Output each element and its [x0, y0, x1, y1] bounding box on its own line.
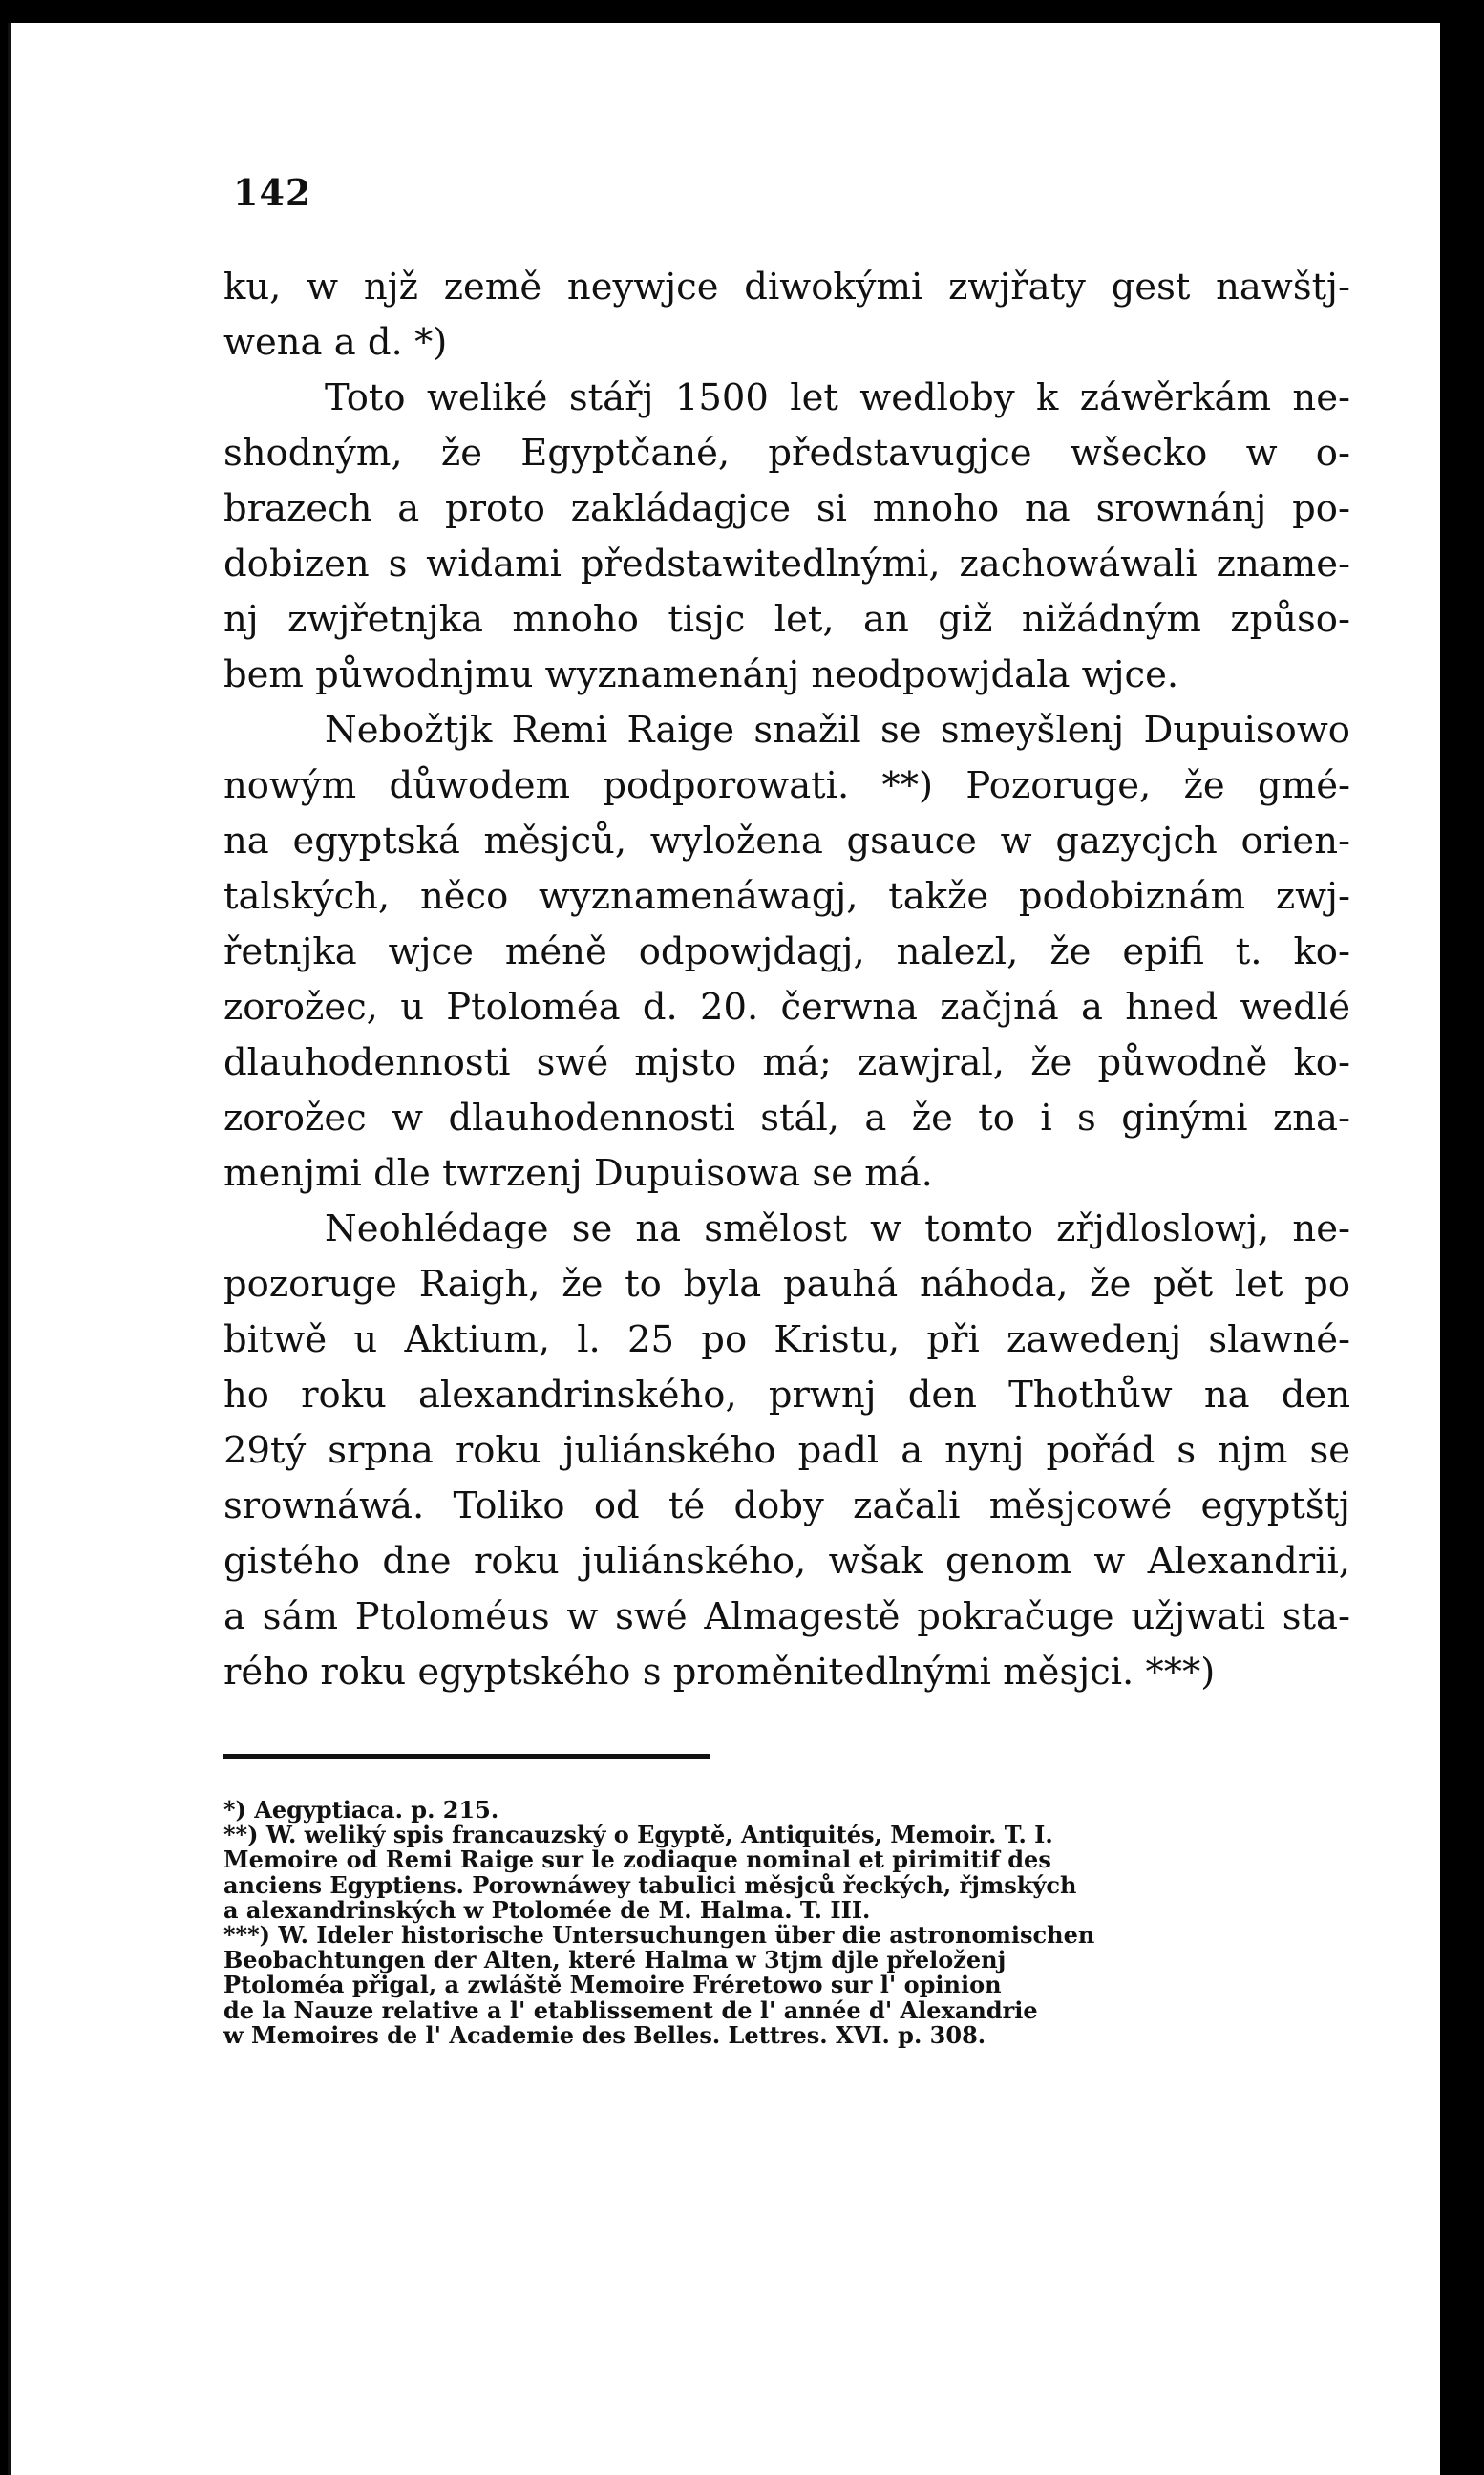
paragraph — [223, 371, 1350, 703]
footnote-line: w Memoires de l' Academie des Belles. Lettres. XVI. p. 308. — [223, 2020, 986, 2049]
footnote-line: Ptoloméa přigal, a zwláště Memoire Fréretowo sur l' opinion — [223, 1971, 1002, 1999]
text-line: 29tý srpna roku juliánského padl a nynj pořád s njm se — [223, 1429, 1350, 1472]
text-line: Neohlédage se na smělost w tomto zřjdloslowj, ne- — [325, 1207, 1350, 1250]
text-line: wena a d. *) — [223, 321, 448, 364]
footnote-line: Beobachtungen der Alten, které Halma w 3tjm djle přeloženj — [223, 1946, 1007, 1974]
text-line: menjmi dle twrzenj Dupuisowa se má. — [223, 1152, 933, 1195]
page-number: 142 — [233, 171, 312, 214]
text-line: rého roku egyptského s proměnitedlnými měsjci. ***) — [223, 1651, 1216, 1694]
text-line: srownáwá. Toliko od té doby začali měsjcowé egyptštj — [223, 1484, 1350, 1527]
text-line: Nebožtjk Remi Raige snažil se smeyšlenj Dupuisowo — [325, 709, 1350, 752]
text-line: řetnjka wjce méně odpowjdagj, nalezl, že epifi t. ko- — [223, 930, 1350, 973]
text-line: ho roku alexandrinského, prwnj den Thothůw na den — [223, 1374, 1350, 1417]
footnote-line: de la Nauze relative a l' etablissement de l' année d' Alexandrie — [223, 1995, 1038, 2024]
book-page — [8, 23, 1440, 2475]
text-line: gistého dne roku juliánského, wšak genom w Alexandrii, — [223, 1540, 1350, 1583]
text-line: ku, w njž země neywjce diwokými zwjřaty gest nawštj- — [223, 266, 1350, 309]
footnote-line: a alexandrinských w Ptolomée de M. Halma. T. III. — [223, 1895, 871, 1924]
text-line: brazech a proto zakládagjce si mnoho na srownánj po- — [223, 487, 1350, 530]
text-line: na egyptská měsjců, wyložena gsauce w gazycjch orien- — [223, 820, 1350, 863]
text-line: a sám Ptoloméus w swé Almagestě pokračuge užjwati sta- — [223, 1595, 1350, 1638]
text-line: nowým důwodem podporowati. **) Pozoruge, že gmé- — [223, 764, 1350, 807]
main-text — [223, 260, 1350, 1700]
text-line: dobizen s widami předstawitedlnými, zachowáwali zname- — [223, 543, 1350, 586]
footnote-divider — [223, 1754, 710, 1759]
paragraph — [223, 703, 1350, 1202]
footnote-line: anciens Egyptiens. Porownáwey tabulici měsjců řeckých, řjmských — [223, 1870, 1077, 1899]
text-line: talských, něco wyznamenáwagj, takže podobiznám zwj- — [223, 875, 1350, 918]
paragraph — [223, 260, 1350, 371]
text-line: bem půwodnjmu wyznamenánj neodpowjdala wjce. — [223, 653, 1179, 696]
text-line: dlauhodennosti swé mjsto má; zawjral, že půwodně ko- — [223, 1041, 1350, 1084]
text-line: Toto weliké stářj 1500 let wedloby k záwěrkám ne- — [325, 376, 1350, 419]
footnote-line: ***) W. Ideler historische Untersuchungen über die astronomischen — [223, 1921, 1095, 1950]
footnote-line: Memoire od Remi Raige sur le zodiaque nominal et pirimitif des — [223, 1846, 1051, 1874]
paragraph — [223, 1202, 1350, 1700]
text-line: shodným, že Egyptčané, představugjce wšecko w o- — [223, 432, 1350, 475]
footnote-line: *) Aegyptiaca. p. 215. — [223, 1796, 499, 1824]
text-line: zorožec w dlauhodennosti stál, a že to i s ginými zna- — [223, 1097, 1350, 1140]
text-line: zorožec, u Ptoloméa d. 20. čerwna začjná a hned wedlé — [223, 986, 1350, 1029]
footnotes — [223, 1798, 1350, 2048]
text-line: nj zwjřetnjka mnoho tisjc let, an giž nižádným způso- — [223, 598, 1350, 641]
text-line: pozoruge Raigh, že to byla pauhá náhoda, že pět let po — [223, 1263, 1350, 1306]
footnote-line: **) W. weliký spis francauzský o Egyptě, Antiquités, Memoir. T. I. — [223, 1821, 1053, 1849]
text-line: bitwě u Aktium, l. 25 po Kristu, při zawedenj slawné- — [223, 1318, 1350, 1361]
